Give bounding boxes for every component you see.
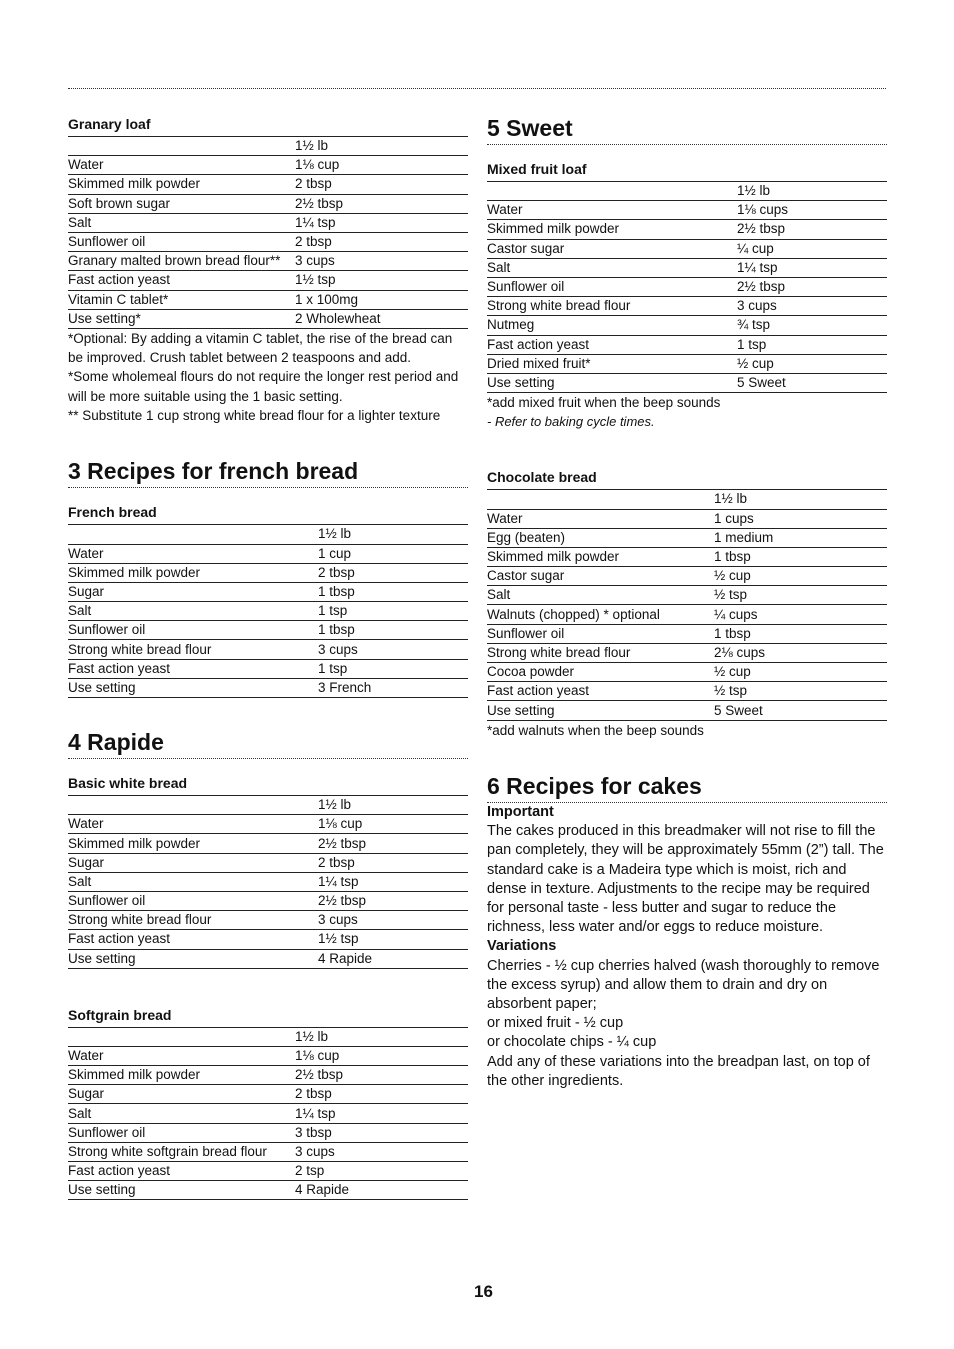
ingredient-table (68, 136, 468, 329)
ingredient-qty: 2½ tbsp (737, 277, 887, 296)
ingredient-name: Use setting (68, 1181, 295, 1200)
ingredient-qty: 2 tbsp (295, 1085, 468, 1104)
ingredient-qty: ½ cup (714, 567, 887, 586)
table-row (68, 911, 468, 930)
table-row (487, 335, 887, 354)
ingredient-qty: 3 cups (737, 297, 887, 316)
ingredient-name: Skimmed milk powder (68, 175, 295, 194)
table-row (68, 1046, 468, 1065)
recipe-title: Basic white bread (68, 775, 188, 792)
ingredient-name: Skimmed milk powder (487, 547, 714, 566)
table-row (68, 621, 468, 640)
header-cell: 1½ lb (714, 490, 887, 509)
footnote-italic: - Refer to baking cycle times. (487, 414, 655, 430)
header-cell (68, 137, 295, 156)
ingredient-qty: 3 French (318, 678, 468, 697)
ingredient-qty: 1⅛ cup (295, 1046, 468, 1065)
header-cell: 1½ lb (737, 182, 887, 201)
table-row (68, 815, 468, 834)
table-row (487, 605, 887, 624)
ingredient-qty: 2½ tbsp (318, 891, 468, 910)
ingredient-name: Sugar (68, 853, 318, 872)
ingredient-name: Fast action yeast (68, 659, 318, 678)
header-cell (487, 182, 737, 201)
ingredient-qty: 1¼ tsp (295, 1104, 468, 1123)
ingredient-name: Strong white softgrain bread flour (68, 1142, 295, 1161)
ingredient-name: Fast action yeast (68, 271, 295, 290)
header-cell (487, 490, 714, 509)
ingredient-table (68, 524, 468, 698)
table-row (487, 663, 887, 682)
table-row (68, 194, 468, 213)
ingredient-qty: 1¼ tsp (737, 258, 887, 277)
ingredient-name: Sunflower oil (68, 1123, 295, 1142)
table-row (68, 290, 468, 309)
recipe-title: Softgrain bread (68, 1006, 172, 1023)
ingredient-qty: ½ tsp (714, 682, 887, 701)
header-cell: 1½ lb (295, 137, 468, 156)
table-row (68, 582, 468, 601)
ingredient-qty: 3 cups (318, 911, 468, 930)
table-row (487, 220, 887, 239)
table-row (487, 567, 887, 586)
ingredient-qty: 3 cups (318, 640, 468, 659)
table-row (487, 201, 887, 220)
table-row (68, 640, 468, 659)
table-row (487, 277, 887, 296)
ingredient-name: Sugar (68, 582, 318, 601)
ingredient-name: Skimmed milk powder (487, 220, 737, 239)
recipe-title: Chocolate bread (487, 469, 597, 486)
ingredient-qty: ½ tsp (714, 586, 887, 605)
ingredient-qty: ½ cup (737, 354, 887, 373)
ingredient-qty: 1 tsp (318, 602, 468, 621)
ingredient-qty: 3 cups (295, 252, 468, 271)
ingredient-name: Fast action yeast (68, 930, 318, 949)
header-cell (68, 525, 318, 544)
table-row (487, 258, 887, 277)
ingredient-qty: 1 tsp (737, 335, 887, 354)
ingredient-name: Sugar (68, 1085, 295, 1104)
table-row (68, 156, 468, 175)
table-row (68, 232, 468, 251)
recipe-title: Granary loaf (68, 116, 151, 132)
table-row (68, 309, 468, 328)
table-row (68, 872, 468, 891)
table-header-row (487, 490, 887, 509)
ingredient-name: Fast action yeast (487, 335, 737, 354)
ingredient-qty: 2½ tbsp (295, 194, 468, 213)
ingredient-name: Fast action yeast (487, 682, 714, 701)
ingredient-name: Sunflower oil (68, 891, 318, 910)
ingredient-qty: 2 Wholewheat (295, 309, 468, 328)
granary-recipe (68, 114, 468, 425)
table-row (68, 1104, 468, 1123)
table-row (487, 509, 887, 528)
table-row (68, 678, 468, 697)
table-row (68, 544, 468, 563)
page-number: 16 (474, 1282, 493, 1301)
table-row (487, 528, 887, 547)
ingredient-qty: 2 tbsp (318, 853, 468, 872)
table-row (68, 1123, 468, 1142)
section-rapide (68, 728, 468, 1200)
table-row (68, 563, 468, 582)
ingredient-qty: 1⅛ cups (737, 201, 887, 220)
footnote: *Some wholemeal flours do not require the longer rest period and will be more suitable using the 1 basic setting. (68, 369, 459, 404)
ingredient-table (487, 489, 887, 720)
ingredient-name: Salt (68, 213, 295, 232)
ingredient-qty: 1½ tsp (295, 271, 468, 290)
ingredient-qty: 4 Rapide (318, 949, 468, 968)
ingredient-name: Strong white bread flour (68, 640, 318, 659)
ingredient-name: Nutmeg (487, 316, 737, 335)
table-row (68, 252, 468, 271)
ingredient-qty: 2½ tbsp (295, 1066, 468, 1085)
ingredient-name: Use setting (68, 678, 318, 697)
header-cell: 1½ lb (295, 1027, 468, 1046)
variations-label: Variations (487, 938, 557, 955)
ingredient-qty: 5 Sweet (737, 373, 887, 392)
table-row (487, 682, 887, 701)
ingredient-name: Salt (68, 1104, 295, 1123)
table-row (68, 834, 468, 853)
recipe-title: Mixed fruit loaf (487, 161, 587, 177)
ingredient-qty: 1½ tsp (318, 930, 468, 949)
header-cell (68, 796, 318, 815)
table-row (487, 354, 887, 373)
ingredient-qty: 1⅛ cup (295, 156, 468, 175)
important-label: Important (487, 803, 554, 820)
ingredient-qty: 2 tbsp (295, 232, 468, 251)
table-row (487, 297, 887, 316)
ingredient-name: Walnuts (chopped) * optional (487, 605, 714, 624)
ingredient-qty: 1⅛ cup (318, 815, 468, 834)
table-row (68, 175, 468, 194)
table-row (68, 1162, 468, 1181)
ingredient-name: Strong white bread flour (68, 911, 318, 930)
ingredient-qty: 2 tbsp (318, 563, 468, 582)
ingredient-qty: 5 Sweet (714, 701, 887, 720)
header-cell: 1½ lb (318, 525, 468, 544)
ingredient-table (487, 181, 887, 393)
ingredient-qty: 2½ tbsp (318, 834, 468, 853)
table-row (487, 316, 887, 335)
ingredient-name: Water (68, 156, 295, 175)
ingredient-name: Sunflower oil (68, 621, 318, 640)
footnote: *Optional: By adding a vitamin C tablet, the rise of the bread can be improved. Crush tablet between 2 teaspoons and add. (68, 330, 453, 366)
table-row (68, 1181, 468, 1200)
ingredient-name: Sunflower oil (487, 277, 737, 296)
ingredient-qty: 1¼ tsp (318, 872, 468, 891)
ingredient-name: Use setting (487, 701, 714, 720)
table-header-row (68, 796, 468, 815)
section-cakes (487, 772, 887, 1091)
ingredient-qty: 4 Rapide (295, 1181, 468, 1200)
variation-text: or mixed fruit - ½ cup (487, 1015, 624, 1032)
section-sweet (487, 114, 887, 740)
table-header-row (487, 182, 887, 201)
top-rule (68, 88, 886, 89)
ingredient-qty: 1 cups (714, 509, 887, 528)
ingredient-name: Water (68, 1046, 295, 1065)
footnote: ** Substitute 1 cup strong white bread flour for a lighter texture (68, 408, 441, 424)
ingredient-qty: 1 tbsp (318, 582, 468, 601)
section-heading: 6 Recipes for cakes (487, 772, 887, 803)
ingredient-qty: 3 cups (295, 1142, 468, 1161)
ingredient-qty: 2 tsp (295, 1162, 468, 1181)
table-row (68, 891, 468, 910)
section-heading: 5 Sweet (487, 114, 887, 145)
ingredient-name: Water (68, 815, 318, 834)
table-row (487, 586, 887, 605)
ingredient-qty: 1 tbsp (714, 547, 887, 566)
left-column (68, 114, 468, 1200)
ingredient-qty: 2½ tbsp (737, 220, 887, 239)
ingredient-qty: ¾ tsp (737, 316, 887, 335)
ingredient-qty: 3 tbsp (295, 1123, 468, 1142)
ingredient-name: Strong white bread flour (487, 643, 714, 662)
table-row (68, 1142, 468, 1161)
section-heading: 3 Recipes for french bread (68, 457, 468, 488)
table-row (68, 659, 468, 678)
section-french-bread (68, 457, 468, 698)
table-header-row (68, 1027, 468, 1046)
ingredient-qty: 1 tsp (318, 659, 468, 678)
ingredient-name: Salt (68, 602, 318, 621)
ingredient-name: Skimmed milk powder (68, 563, 318, 582)
ingredient-qty: 1¼ tsp (295, 213, 468, 232)
table-row (487, 624, 887, 643)
footnote: *add walnuts when the beep sounds (487, 722, 704, 738)
ingredient-name: Water (487, 201, 737, 220)
ingredient-name: Use setting* (68, 309, 295, 328)
ingredient-qty: 1 x 100mg (295, 290, 468, 309)
variation-text: or chocolate chips - ¼ cup (487, 1034, 657, 1051)
ingredient-qty: ¼ cup (737, 239, 887, 258)
ingredient-name: Vitamin C tablet* (68, 290, 295, 309)
ingredient-qty: 1 tbsp (714, 624, 887, 643)
ingredient-name: Castor sugar (487, 567, 714, 586)
table-row (487, 239, 887, 258)
ingredient-qty: ¼ cups (714, 605, 887, 624)
ingredient-qty: 2 tbsp (295, 175, 468, 194)
ingredient-name: Strong white bread flour (487, 297, 737, 316)
ingredient-name: Egg (beaten) (487, 528, 714, 547)
table-header-row (68, 525, 468, 544)
ingredient-qty: 2⅛ cups (714, 643, 887, 662)
ingredient-name: Use setting (487, 373, 737, 392)
table-row (68, 1066, 468, 1085)
table-row (68, 853, 468, 872)
recipe-title: French bread (68, 504, 157, 521)
ingredient-name: Sunflower oil (487, 624, 714, 643)
table-row (487, 373, 887, 392)
ingredient-name: Fast action yeast (68, 1162, 295, 1181)
ingredient-name: Use setting (68, 949, 318, 968)
ingredient-name: Soft brown sugar (68, 194, 295, 213)
table-row (487, 547, 887, 566)
table-row (68, 1085, 468, 1104)
section-heading: 4 Rapide (68, 728, 468, 759)
variation-text: Add any of these variations into the breadpan last, on top of the other ingredients. (487, 1053, 870, 1089)
table-header-row (68, 137, 468, 156)
header-cell: 1½ lb (318, 796, 468, 815)
table-row (68, 271, 468, 290)
ingredient-table (68, 1027, 468, 1201)
ingredient-name: Water (68, 544, 318, 563)
right-column (487, 114, 887, 1091)
ingredient-name: Cocoa powder (487, 663, 714, 682)
ingredient-name: Sunflower oil (68, 232, 295, 251)
ingredient-name: Salt (68, 872, 318, 891)
ingredient-qty: ½ cup (714, 663, 887, 682)
ingredient-name: Salt (487, 258, 737, 277)
ingredient-name: Dried mixed fruit* (487, 354, 737, 373)
ingredient-qty: 1 tbsp (318, 621, 468, 640)
table-row (487, 701, 887, 720)
table-row (68, 213, 468, 232)
ingredient-name: Skimmed milk powder (68, 1066, 295, 1085)
variation-text: Cherries - ½ cup cherries halved (wash thoroughly to remove the excess syrup) and allow them to drain and dry on absorbent paper; (487, 957, 880, 1012)
table-row (68, 949, 468, 968)
ingredient-qty: 1 cup (318, 544, 468, 563)
important-text: The cakes produced in this breadmaker will not rise to fill the pan completely, they will be approximately 55mm (2”) tall. The standard cake is a Madeira type which is moist, rich and dense in texture. Adjustments to the recipe may be required for personal taste - less butter and sugar to reduce the richness, less water and/or eggs to reduce moisture. (487, 823, 884, 936)
ingredient-table (68, 795, 468, 969)
ingredient-name: Granary malted brown bread flour** (68, 252, 295, 271)
table-row (487, 643, 887, 662)
header-cell (68, 1027, 295, 1046)
ingredient-name: Water (487, 509, 714, 528)
ingredient-qty: 1 medium (714, 528, 887, 547)
ingredient-name: Salt (487, 586, 714, 605)
table-row (68, 930, 468, 949)
ingredient-name: Skimmed milk powder (68, 834, 318, 853)
table-row (68, 602, 468, 621)
ingredient-name: Castor sugar (487, 239, 737, 258)
footnote: *add mixed fruit when the beep sounds (487, 395, 721, 411)
